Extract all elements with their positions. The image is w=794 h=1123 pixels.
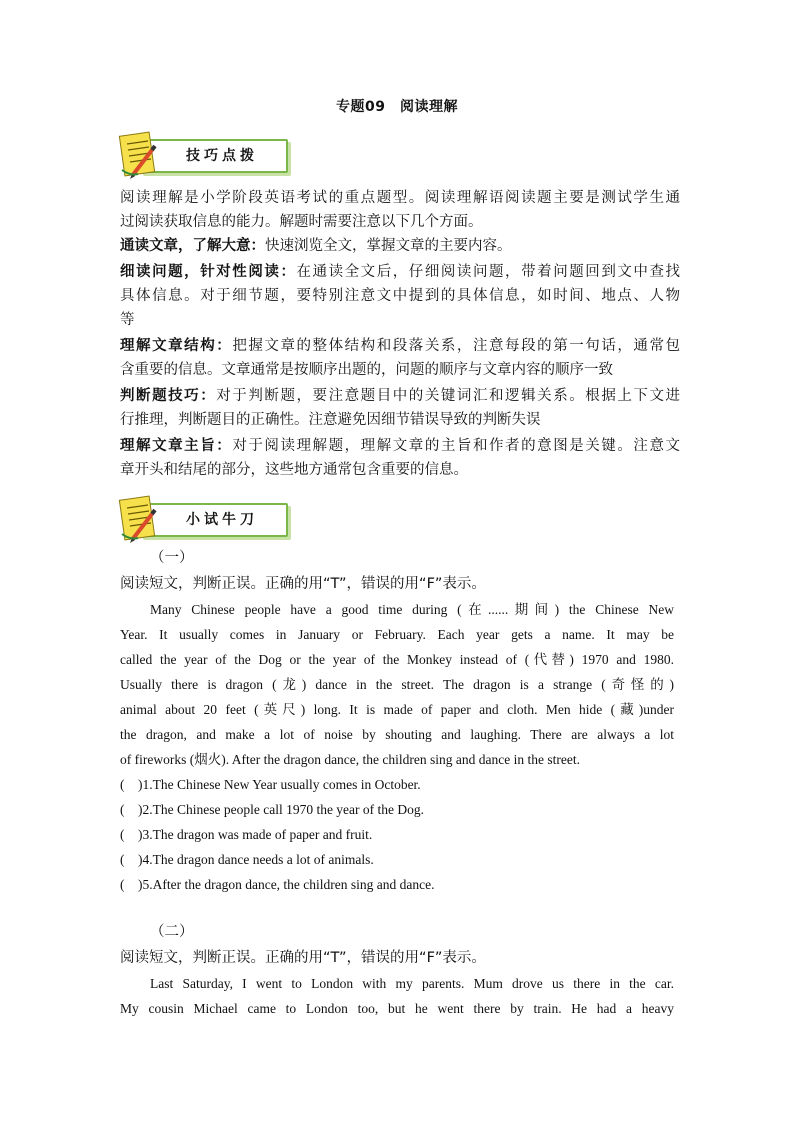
section-1-instruction: 阅读短文，判断正误。正确的用“T”，错误的用“F”表示。 xyxy=(120,576,486,592)
tip-5-line-2: 章开头和结尾的部分，这些地方通常包含重要的信息。 xyxy=(120,462,468,478)
passage-1-line-3: called the year of the Dog or the year of the Monkey instead of (代替) 1970 and 1980. xyxy=(120,652,674,667)
passage-2-line-2: My cousin Michael came to London too, but he went there by train. He had a heavy xyxy=(120,1001,674,1016)
passage-1-line-1: Many Chinese people have a good time during (在......期间) the Chinese New xyxy=(150,602,674,617)
tip-5: 理解文章主旨：对于阅读理解题，理解文章的主旨和作者的意图是关键。注意文 xyxy=(120,438,681,454)
question-1: ( )1.The Chinese New Year usually comes in October. xyxy=(120,777,421,792)
notepad-pencil-icon xyxy=(118,494,164,546)
passage-2-line-1: Last Saturday, I went to London with my parents. Mum drove us there in the car. xyxy=(150,976,674,991)
question-5: ( )5.After the dragon dance, the children sing and dance. xyxy=(120,877,435,892)
notepad-pencil-icon xyxy=(118,130,164,182)
passage-1-line-5: animal about 20 feet (英尺) long. It is made of paper and cloth. Men hide (藏)under xyxy=(120,702,674,717)
passage-1-line-6: the dragon, and make a lot of noise by shouting and laughing. There are always a lot xyxy=(120,727,674,742)
passage-1-line-7: of fireworks (烟火). After the dragon dance, the children sing and dance in the street. xyxy=(120,752,580,767)
page-title: 专题09 阅读理解 xyxy=(336,99,458,115)
tip-1: 通读文章，了解大意：快速浏览全文，掌握文章的主要内容。 xyxy=(120,238,512,254)
tip-4-line-2: 行推理，判断题目的正确性。注意避免因细节错误导致的判断失误 xyxy=(120,412,541,428)
section-2-instruction: 阅读短文，判断正误。正确的用“T”，错误的用“F”表示。 xyxy=(120,950,486,966)
section-banner-tips xyxy=(118,130,288,182)
banner-label: 小试牛刀 xyxy=(186,512,258,528)
question-2: ( )2.The Chinese people call 1970 the year of the Dog. xyxy=(120,802,425,817)
banner-label: 技巧点拨 xyxy=(186,148,258,164)
passage-1-line-4: Usually there is dragon (龙) dance in the street. The dragon is a strange (奇怪的) xyxy=(120,677,674,692)
intro-line-1: 阅读理解是小学阶段英语考试的重点题型。阅读理解语阅读题主要是测试学生通 xyxy=(120,190,680,206)
tip-2-line-2: 具体信息。对于细节题，要特别注意文中提到的具体信息，如时间、地点、人物 xyxy=(120,288,680,304)
section-1-number: （一） xyxy=(150,550,194,566)
tip-3-line-2: 含重要的信息。文章通常是按顺序出题的，问题的顺序与文章内容的顺序一致 xyxy=(120,362,613,378)
question-3: ( )3.The dragon was made of paper and fruit. xyxy=(120,827,373,842)
section-banner-practice xyxy=(118,494,288,546)
tip-4: 判断题技巧：对于判断题，要注意题目中的关键词汇和逻辑关系。根据上下文进 xyxy=(120,388,680,404)
tip-2-line-3: 等 xyxy=(120,312,135,328)
question-4: ( )4.The dragon dance needs a lot of animals. xyxy=(120,852,374,867)
tip-3: 理解文章结构：把握文章的整体结构和段落关系，注意每段的第一句话，通常包 xyxy=(120,338,681,354)
intro-line-2: 过阅读获取信息的能力。解题时需要注意以下几个方面。 xyxy=(120,214,483,230)
tip-2: 细读问题，针对性阅读：在通读全文后，仔细阅读问题，带着问题回到文中查找 xyxy=(120,264,680,280)
passage-1-line-2: Year. It usually comes in January or February. Each year gets a name. It may be xyxy=(120,627,674,642)
section-2-number: （二） xyxy=(150,924,194,940)
